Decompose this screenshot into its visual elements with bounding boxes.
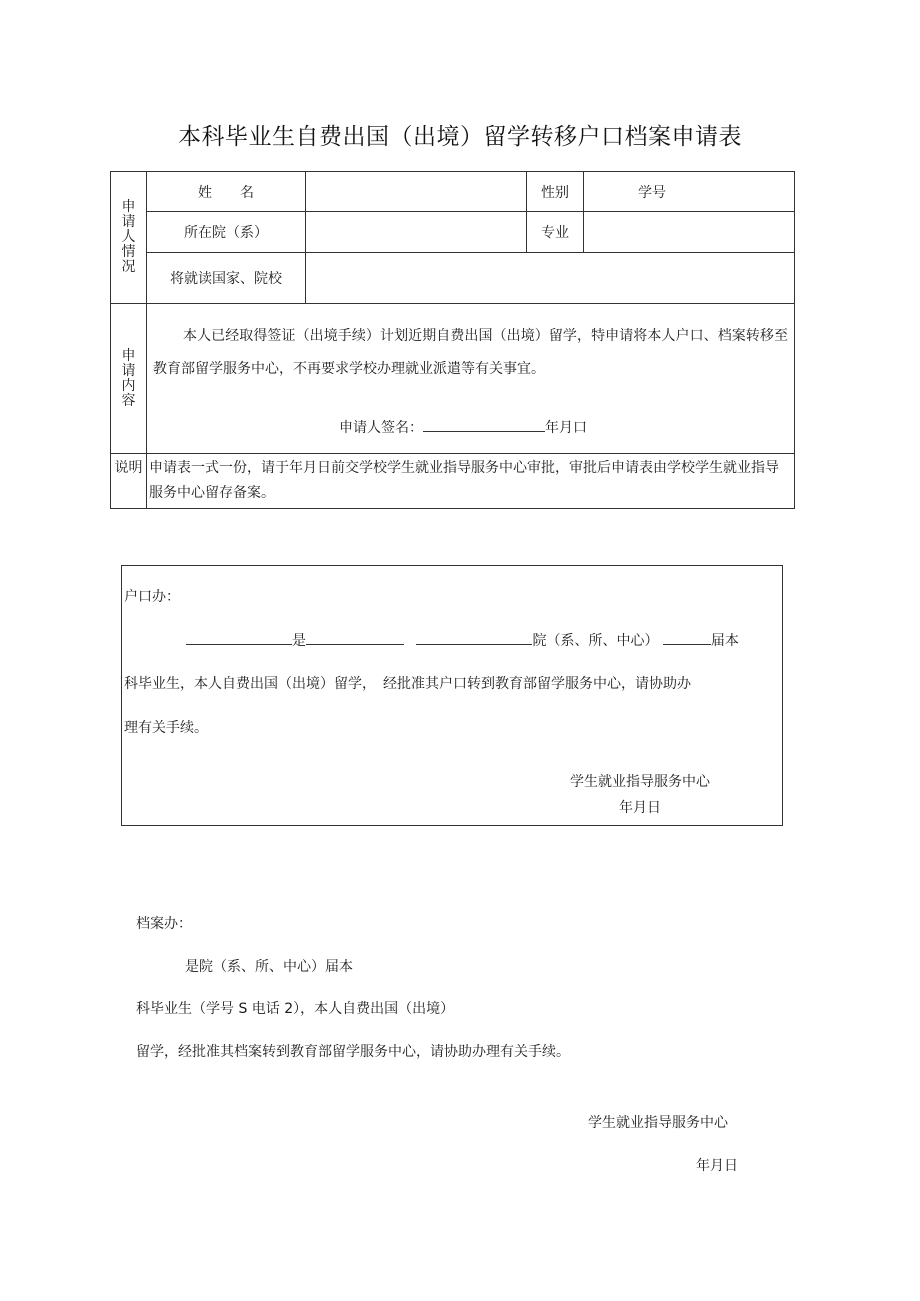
archive-line-2: 科毕业生（学号 S 电话 2），本人自费出国（出境）	[136, 1001, 455, 1017]
major-field[interactable]	[584, 212, 795, 253]
archive-org: 学生就业指导服务中心	[588, 1115, 728, 1131]
destination-field[interactable]	[306, 253, 795, 304]
page-title: 本科毕业生自费出国（出境）留学转移户口档案申请表	[178, 124, 742, 150]
hukou-line-1	[186, 630, 739, 650]
vertical-char: 申	[121, 199, 136, 215]
dept-field[interactable]	[306, 212, 527, 253]
hukou-word-yuan: 院（系、所、中心）	[532, 633, 659, 649]
hukou-line-3: 理有关手续。	[124, 720, 208, 736]
student-id-label: 学号	[584, 172, 795, 212]
hukou-word-jie: 届本	[710, 633, 739, 649]
vertical-char: 情	[121, 244, 136, 260]
content-section-label	[111, 304, 147, 454]
applicant-section-label	[111, 172, 147, 304]
application-form-table	[110, 171, 795, 509]
vertical-char: 人	[121, 229, 136, 245]
vertical-char: 请	[121, 214, 136, 230]
archive-date: 年月日	[696, 1158, 738, 1174]
destination-label: 将就读国家、院校	[147, 253, 306, 304]
hukou-line-2: 科毕业生，本人自费出国（出境）留学， 经批准其户口转到教育部留学服务中心，请协助办	[124, 676, 691, 692]
note-label: 说明	[111, 454, 147, 509]
signature-line	[339, 417, 587, 437]
content-cell	[147, 304, 795, 454]
content-text: 本人已经取得签证（出境手续）计划近期自费出国（出境）留学，特申请将本人户口、档案转移至教育部留学服务中心，不再要求学校办理就业派遣等有关事宜。	[153, 328, 788, 377]
hukou-name-field[interactable]	[186, 630, 292, 645]
hukou-date: 年月日	[619, 800, 661, 816]
name-label: 姓 名	[147, 172, 306, 212]
note-text: 申请表一式一份，请于年月日前交学校学生就业指导服务中心审批，审批后申请表由学校学生就业指导服务中心留存备案。	[147, 454, 795, 509]
name-field[interactable]	[306, 172, 527, 212]
hukou-dept-field[interactable]	[416, 630, 532, 645]
vertical-char: 请	[121, 362, 136, 379]
gender-label: 性别	[527, 172, 584, 212]
hukou-word-shi: 是	[292, 633, 306, 649]
hukou-id-field[interactable]	[306, 630, 404, 645]
archive-heading: 档案办：	[136, 916, 192, 932]
hukou-office-box	[121, 565, 783, 826]
vertical-char: 内	[121, 377, 136, 394]
hukou-year-field[interactable]	[663, 630, 711, 645]
archive-line-1: 是院（系、所、中心）届本	[185, 959, 353, 975]
signature-field[interactable]	[423, 417, 545, 432]
vertical-char: 申	[121, 347, 136, 364]
signature-label: 申请人签名：	[339, 420, 423, 436]
archive-line-3: 留学，经批准其档案转到教育部留学服务中心，请协助办理有关手续。	[136, 1044, 570, 1060]
content-label-vertical	[111, 349, 146, 409]
hukou-heading: 户口办：	[124, 589, 180, 605]
vertical-char: 容	[121, 392, 136, 409]
applicant-label-vertical	[111, 200, 146, 275]
major-label: 专业	[527, 212, 584, 253]
signature-date: 年月口	[545, 420, 587, 436]
hukou-org: 学生就业指导服务中心	[570, 774, 710, 790]
dept-label: 所在院（系）	[147, 212, 306, 253]
vertical-char: 况	[121, 259, 136, 275]
